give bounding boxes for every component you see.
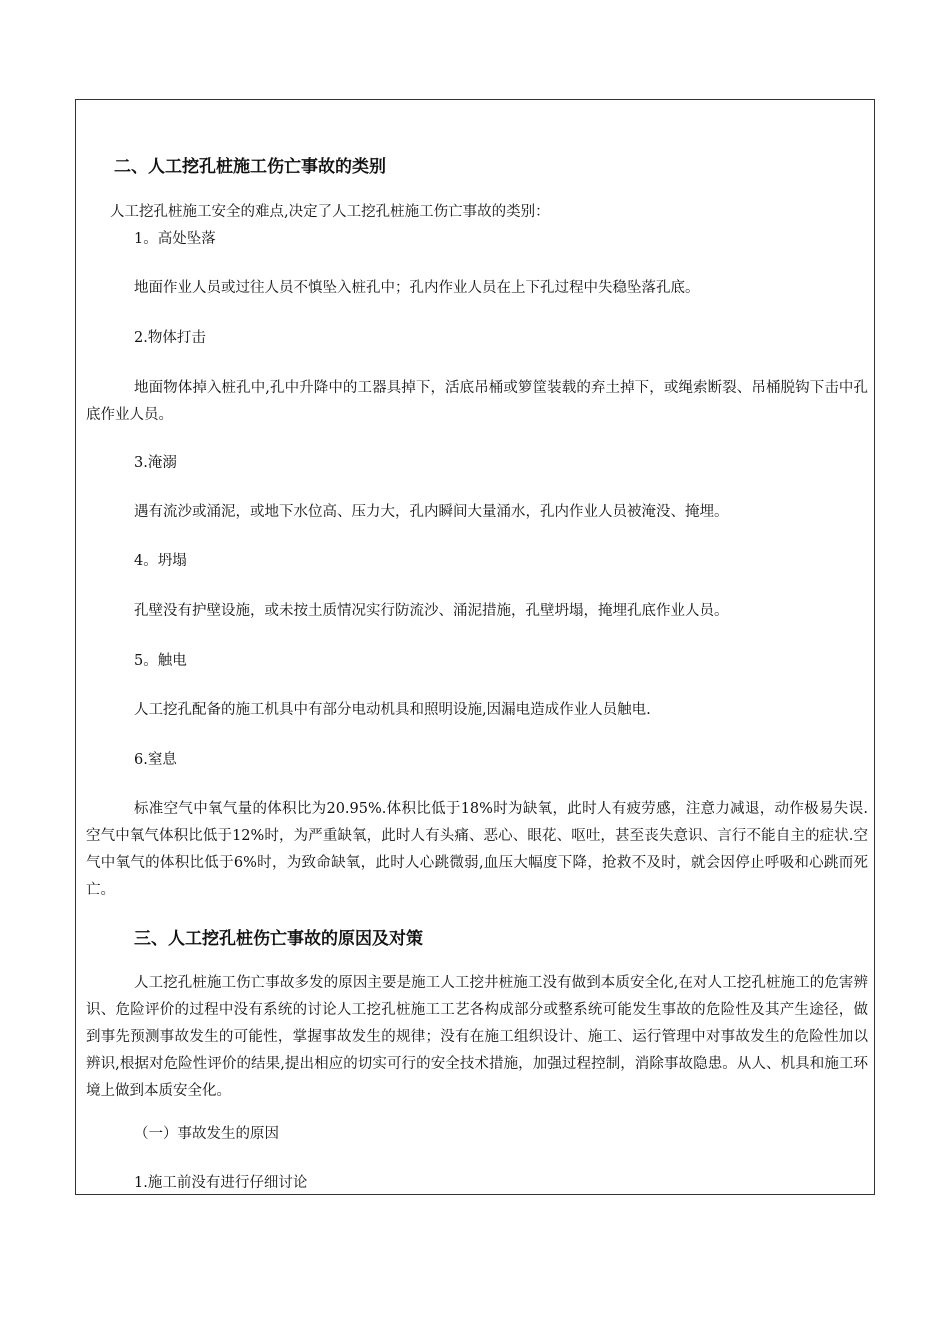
item-2-title: 2.物体打击 — [134, 330, 206, 346]
item-1-text: 地面作业人员或过往人员不慎坠入桩孔中；孔内作业人员在上下孔过程中失稳坠落孔底。 — [134, 280, 700, 296]
section-3-subheading: （一）事故发生的原因 — [134, 1126, 279, 1142]
section-3-paragraph: 人工挖孔桩施工伤亡事故多发的原因主要是施工人工挖井桩施工没有做到本质安全化,在对人工挖孔桩施工的危害辨识、危险评价的过程中没有系统的讨论人工挖孔桩施工工艺各构成部分或整系统可能发生事故的危险性及其产生途径，做到事先预测事故发生的可能性，掌握事故发生的规律；没有在施工组织设计、施工、运行管理中对事故发生的危险性加以辨识,根据对危险性评价的结果,提出相应的切实可行的安全技术措施，加强过程控制，消除事故隐患。从人、机具和施工环境上做到本质安全化。 — [86, 975, 868, 1099]
section-2-heading: 二、人工挖孔桩施工伤亡事故的类别 — [114, 157, 386, 177]
item-4-title: 4。坍塌 — [134, 553, 187, 569]
item-5-title: 5。触电 — [134, 653, 187, 669]
item-2-text: 地面物体掉入桩孔中,孔中升降中的工器具掉下，活底吊桶或箩筐装载的弃土掉下，或绳索断裂、吊桶脱钩下击中孔底作业人员。 — [86, 380, 868, 423]
section-2-intro: 人工挖孔桩施工安全的难点,决定了人工挖孔桩施工伤亡事故的类别： — [110, 204, 550, 220]
section-3-heading: 三、人工挖孔桩伤亡事故的原因及对策 — [134, 929, 423, 949]
item-4-text: 孔壁没有护壁设施，或未按土质情况实行防流沙、涌泥措施，孔壁坍塌，掩埋孔底作业人员。 — [134, 603, 729, 619]
item-3-title: 3.淹溺 — [134, 455, 177, 471]
item-5-text: 人工挖孔配备的施工机具中有部分电动机具和照明设施,因漏电造成作业人员触电. — [134, 702, 651, 718]
item-3-text: 遇有流沙或涌泥，或地下水位高、压力大，孔内瞬间大量涌水，孔内作业人员被淹没、掩埋。 — [134, 504, 729, 520]
item-1-title: 1。高处坠落 — [134, 231, 216, 247]
section-3-item-1: 1.施工前没有进行仔细讨论 — [134, 1175, 308, 1191]
item-6-text: 标准空气中氧气量的体积比为20.95%.体积比低于18%时为缺氧，此时人有疲劳感，注意力减退，动作极易失误.空气中氧气体积比低于12%时，为严重缺氧，此时人有头痛、恶心、眼花、呕吐，甚至丧失意识、言行不能自主的症状.空气中氧气的体积比低于6%时，为致命缺氧，此时人心跳微弱,血压大幅度下降，抢救不及时，就会因停止呼吸和心跳而死亡。 — [86, 801, 868, 898]
item-6-title: 6.窒息 — [134, 752, 177, 768]
